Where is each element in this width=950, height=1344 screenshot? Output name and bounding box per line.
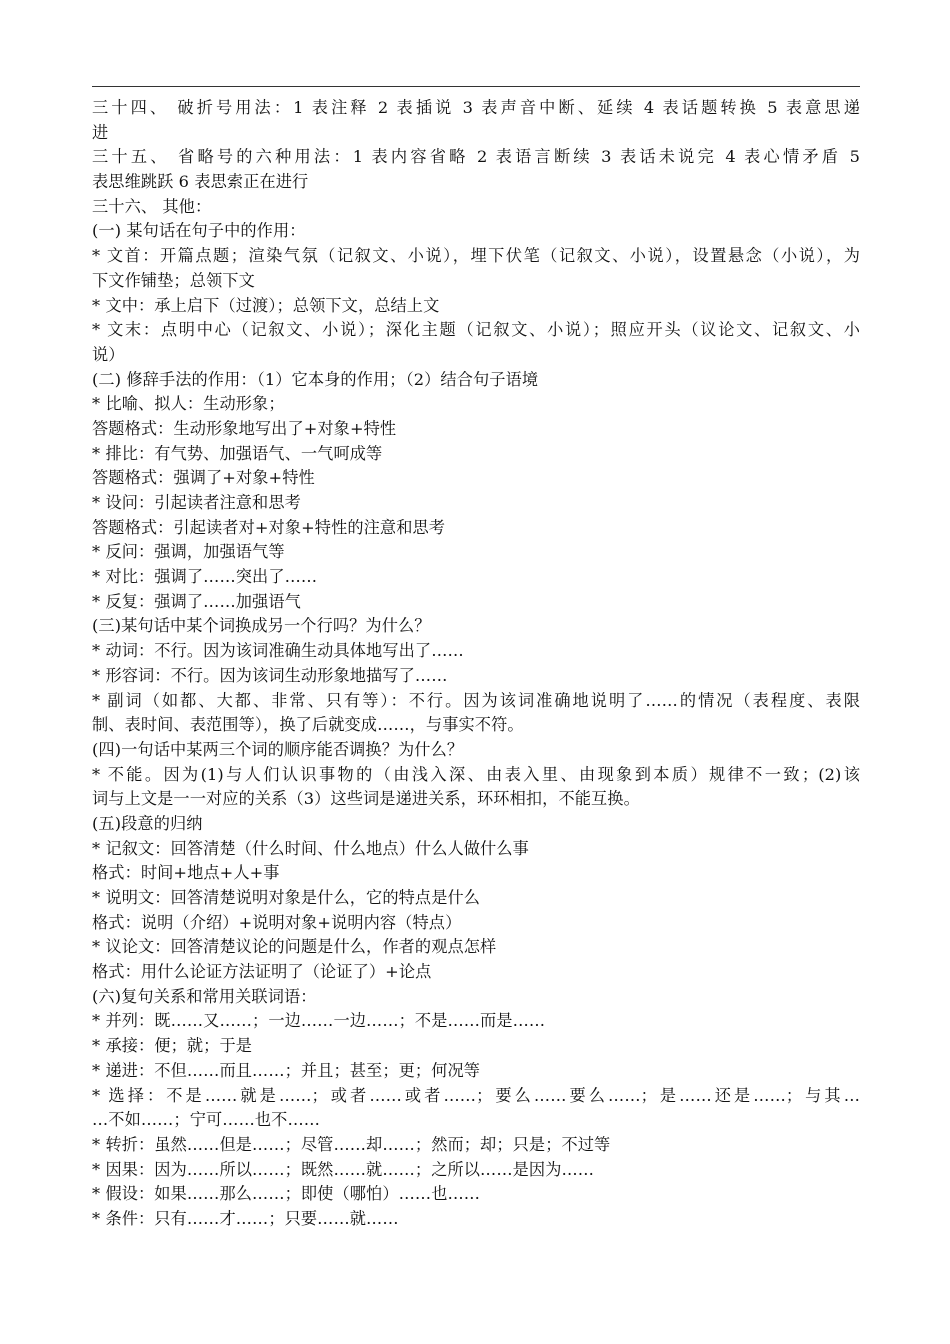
text-line: * 比喻、拟人：生动形象； bbox=[92, 394, 285, 414]
text-line: 格式：说明（介绍）+说明对象+说明内容（特点） bbox=[92, 912, 462, 932]
text-line: * 文首：开篇点题；渲染气氛（记叙文、小说），埋下伏笔（记叙文、小说），设置悬念（小说），为 bbox=[92, 246, 860, 266]
text-line: * 递进：不但……而且……；并且；甚至；更；何况等 bbox=[92, 1060, 481, 1080]
text-line: 进 bbox=[92, 122, 109, 142]
text-line: 格式：时间+地点+人+事 bbox=[92, 863, 280, 883]
text-line: 下文作铺垫；总领下文 bbox=[92, 270, 255, 290]
text-line: * 形容词：不行。因为该词生动形象地描写了…… bbox=[92, 665, 448, 685]
text-line: (一) 某句话在句子中的作用： bbox=[92, 221, 306, 241]
text-line: (三)某句话中某个词换成另一个行吗？为什么？ bbox=[92, 616, 431, 636]
text-line: * 副词（如都、大都、非常、只有等）：不行。因为该词准确地说明了……的情况（表程度、表限 bbox=[92, 690, 860, 710]
text-line: (二) 修辞手法的作用：（1）它本身的作用；（2）结合句子语境 bbox=[92, 369, 539, 389]
text-line: * 动词：不行。因为该词准确生动具体地写出了…… bbox=[92, 641, 464, 661]
text-line: (六)复句关系和常用关联词语： bbox=[92, 986, 317, 1006]
text-line: 三十六、 其他： bbox=[92, 196, 212, 216]
text-line: * 文末：点明中心（记叙文、小说）；深化主题（记叙文、小说）；照应开头（议论文、记叙文、小 bbox=[92, 320, 860, 340]
text-line: * 转折：虽然……但是……；尽管……却……；然而；却；只是；不过等 bbox=[92, 1134, 611, 1154]
text-line: 三十五、 省略号的六种用法：1 表内容省略 2 表语言断续 3 表话未说完 4 表心情矛盾 5 bbox=[92, 147, 860, 167]
text-line: …不如……；宁可……也不…… bbox=[92, 1110, 321, 1130]
text-line: * 对比：强调了……突出了…… bbox=[92, 567, 318, 587]
text-line: * 议论文：回答清楚议论的问题是什么，作者的观点怎样 bbox=[92, 937, 497, 957]
text-line: * 选择：不是……就是……；或者……或者……；要么……要么……；是……还是……；与其… bbox=[92, 1085, 860, 1105]
text-line: 答题格式：引起读者对+对象+特性的注意和思考 bbox=[92, 517, 446, 537]
text-line: * 条件：只有……才……；只要……就…… bbox=[92, 1208, 399, 1228]
text-line: 制、表时间、表范围等），换了后就变成……，与事实不符。 bbox=[92, 715, 524, 735]
text-line: * 文中：承上启下（过渡）；总领下文，总结上文 bbox=[92, 295, 440, 315]
text-line: (四)一句话中某两三个词的顺序能否调换？为什么？ bbox=[92, 739, 464, 759]
text-line: 答题格式：强调了+对象+特性 bbox=[92, 468, 315, 488]
text-line: * 排比：有气势、加强语气、一气呵成等 bbox=[92, 443, 383, 463]
text-line: * 不能。因为(1)与人们认识事物的（由浅入深、由表入里、由现象到本质）规律不一致；(2)该 bbox=[92, 764, 860, 784]
text-line: * 假设：如果……那么……；即使（哪怕）……也…… bbox=[92, 1184, 481, 1204]
text-line: 答题格式：生动形象地写出了+对象+特性 bbox=[92, 418, 397, 438]
text-line: 说） bbox=[92, 344, 125, 364]
text-line: * 因果：因为……所以……；既然……就……；之所以……是因为…… bbox=[92, 1159, 595, 1179]
text-line: * 设问：引起读者注意和思考 bbox=[92, 493, 301, 512]
text-line: * 记叙文：回答清楚（什么时间、什么地点）什么人做什么事 bbox=[92, 838, 529, 858]
text-line: 格式：用什么论证方法证明了（论证了）+论点 bbox=[92, 962, 432, 982]
text-line: (五)段意的归纳 bbox=[92, 813, 203, 833]
text-line: * 并列：既……又……；一边……一边……；不是……而是…… bbox=[92, 1011, 546, 1031]
text-line: * 反复：强调了……加强语气 bbox=[92, 591, 301, 611]
text-line: * 说明文：回答清楚说明对象是什么，它的特点是什么 bbox=[92, 888, 481, 907]
text-line: * 承接：便；就；于是 bbox=[92, 1036, 253, 1056]
header-rule bbox=[92, 86, 860, 87]
document-body bbox=[92, 96, 860, 1232]
text-line: 词与上文是一一对应的关系（3）这些词是递进关系，环环相扣，不能互换。 bbox=[92, 789, 640, 809]
text-line: 三十四、 破折号用法：1 表注释 2 表插说 3 表声音中断、延续 4 表话题转换 5 表意思递 bbox=[92, 98, 860, 117]
text-line: 表思维跳跃 6 表思索正在进行 bbox=[92, 172, 309, 192]
text-line: * 反问：强调，加强语气等 bbox=[92, 542, 285, 562]
